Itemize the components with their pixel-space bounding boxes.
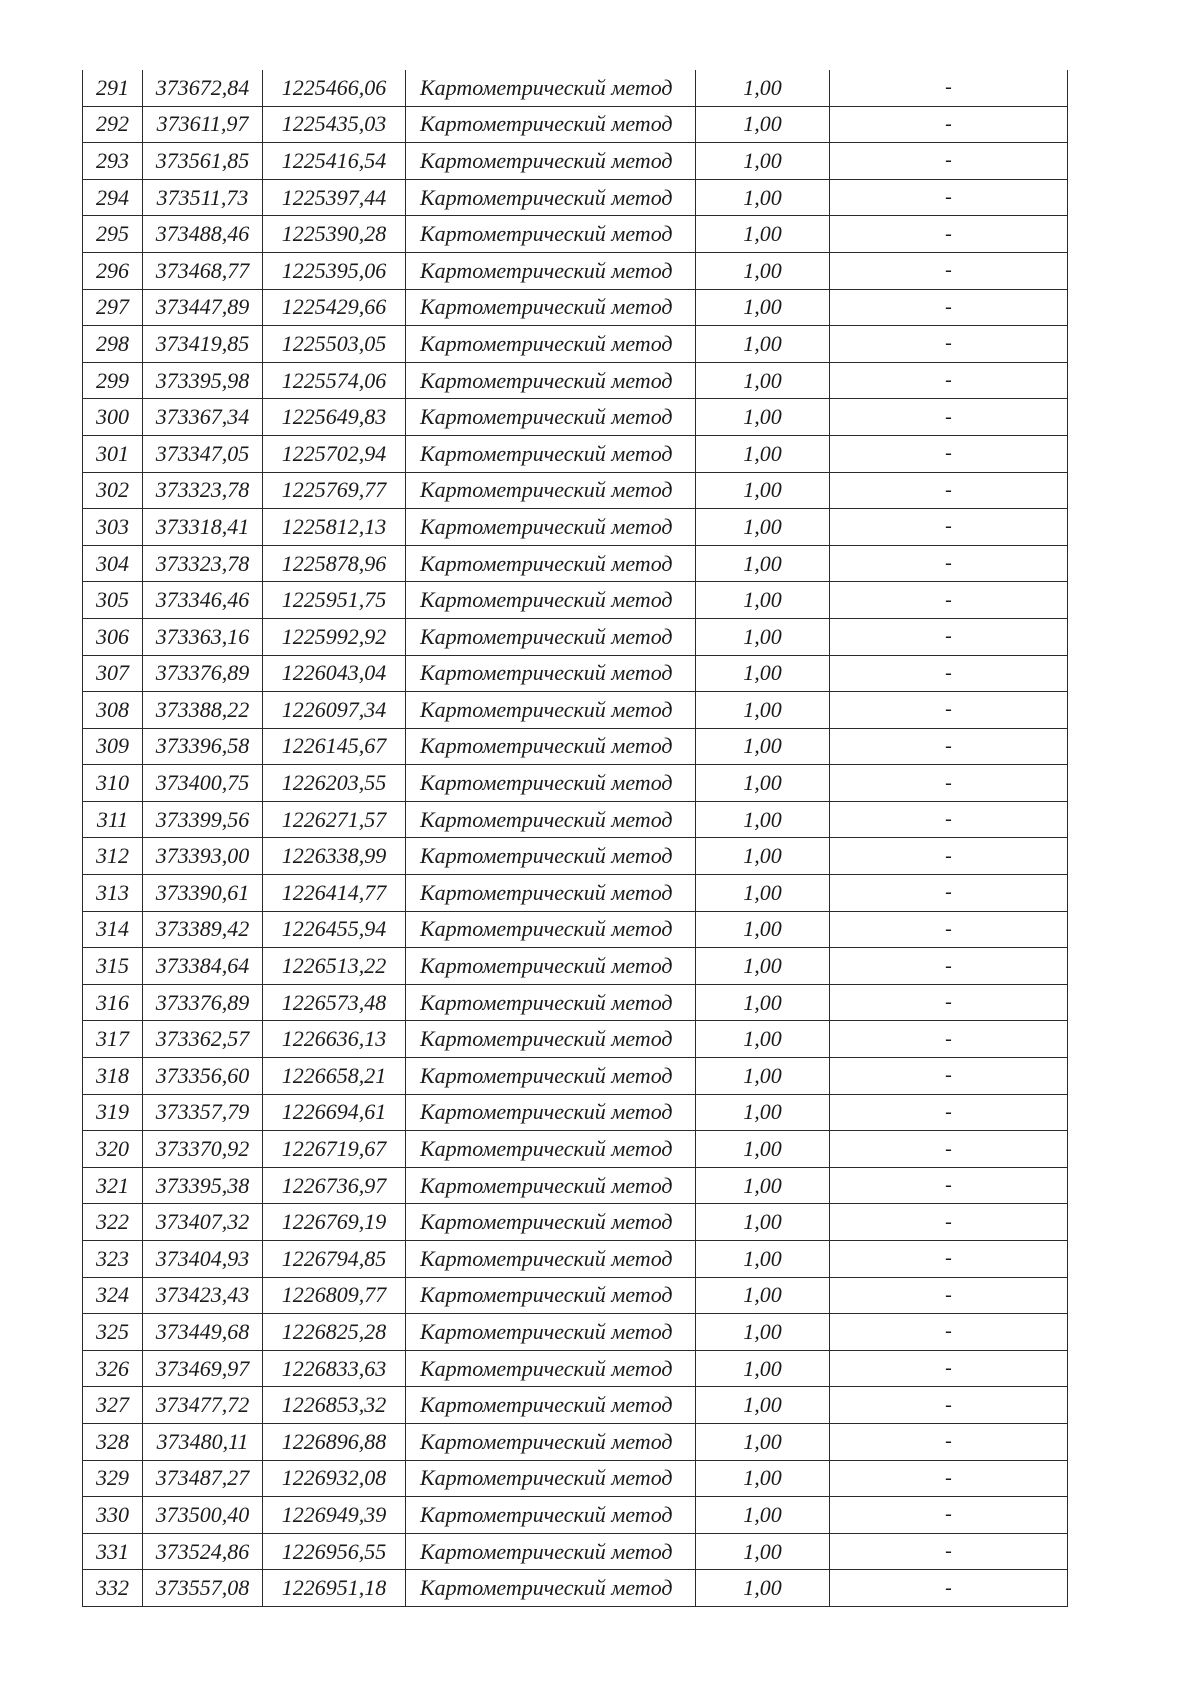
method-cell: Картометрический метод [406,472,696,509]
point-number-cell: 295 [83,216,143,253]
method-cell: Картометрический метод [406,509,696,546]
table-row [83,1423,1068,1460]
x-coordinate-cell: 373346,46 [143,582,263,619]
table-row [83,1460,1068,1497]
point-number-cell: 332 [83,1570,143,1607]
y-coordinate-cell: 1226956,55 [263,1533,406,1570]
y-coordinate-cell: 1225435,03 [263,106,406,143]
table-row [83,1533,1068,1570]
table-row [83,911,1068,948]
description-cell: - [830,1460,1068,1497]
method-cell: Картометрический метод [406,984,696,1021]
table-row [83,1497,1068,1534]
method-cell: Картометрический метод [406,948,696,985]
table-row [83,1241,1068,1278]
method-cell: Картометрический метод [406,655,696,692]
y-coordinate-cell: 1226658,21 [263,1058,406,1095]
description-cell: - [830,143,1068,180]
method-cell: Картометрический метод [406,1131,696,1168]
method-cell: Картометрический метод [406,1423,696,1460]
y-coordinate-cell: 1225992,92 [263,618,406,655]
description-cell: - [830,1021,1068,1058]
y-coordinate-cell: 1226853,32 [263,1387,406,1424]
x-coordinate-cell: 373404,93 [143,1241,263,1278]
point-number-cell: 328 [83,1423,143,1460]
y-coordinate-cell: 1226203,55 [263,765,406,802]
point-number-cell: 309 [83,728,143,765]
table-row [83,875,1068,912]
x-coordinate-cell: 373376,89 [143,655,263,692]
method-cell: Картометрический метод [406,326,696,363]
accuracy-cell: 1,00 [696,252,830,289]
method-cell: Картометрический метод [406,1058,696,1095]
accuracy-cell: 1,00 [696,1094,830,1131]
point-number-cell: 324 [83,1277,143,1314]
method-cell: Картометрический метод [406,289,696,326]
method-cell: Картометрический метод [406,765,696,802]
y-coordinate-cell: 1225951,75 [263,582,406,619]
table-row [83,692,1068,729]
description-cell: - [830,911,1068,948]
y-coordinate-cell: 1225397,44 [263,179,406,216]
table-row [83,252,1068,289]
description-cell: - [830,1387,1068,1424]
accuracy-cell: 1,00 [696,179,830,216]
description-cell: - [830,289,1068,326]
x-coordinate-cell: 373400,75 [143,765,263,802]
x-coordinate-cell: 373323,78 [143,545,263,582]
x-coordinate-cell: 373396,58 [143,728,263,765]
point-number-cell: 293 [83,143,143,180]
x-coordinate-cell: 373356,60 [143,1058,263,1095]
table-row [83,1131,1068,1168]
x-coordinate-cell: 373407,32 [143,1204,263,1241]
method-cell: Картометрический метод [406,1094,696,1131]
method-cell: Картометрический метод [406,582,696,619]
x-coordinate-cell: 373388,22 [143,692,263,729]
table-row [83,1277,1068,1314]
y-coordinate-cell: 1225649,83 [263,399,406,436]
x-coordinate-cell: 373363,16 [143,618,263,655]
x-coordinate-cell: 373393,00 [143,838,263,875]
description-cell: - [830,435,1068,472]
accuracy-cell: 1,00 [696,1241,830,1278]
x-coordinate-cell: 373468,77 [143,252,263,289]
point-number-cell: 322 [83,1204,143,1241]
y-coordinate-cell: 1226736,97 [263,1167,406,1204]
description-cell: - [830,1277,1068,1314]
y-coordinate-cell: 1225812,13 [263,509,406,546]
y-coordinate-cell: 1225878,96 [263,545,406,582]
x-coordinate-cell: 373395,98 [143,362,263,399]
table-row [83,728,1068,765]
method-cell: Картометрический метод [406,70,696,106]
x-coordinate-cell: 373487,27 [143,1460,263,1497]
accuracy-cell: 1,00 [696,326,830,363]
y-coordinate-cell: 1226769,19 [263,1204,406,1241]
method-cell: Картометрический метод [406,252,696,289]
accuracy-cell: 1,00 [696,582,830,619]
x-coordinate-cell: 373318,41 [143,509,263,546]
point-number-cell: 308 [83,692,143,729]
accuracy-cell: 1,00 [696,875,830,912]
method-cell: Картометрический метод [406,875,696,912]
y-coordinate-cell: 1225390,28 [263,216,406,253]
table-row [83,1387,1068,1424]
y-coordinate-cell: 1226513,22 [263,948,406,985]
method-cell: Картометрический метод [406,106,696,143]
description-cell: - [830,179,1068,216]
description-cell: - [830,1241,1068,1278]
accuracy-cell: 1,00 [696,1570,830,1607]
accuracy-cell: 1,00 [696,399,830,436]
coordinates-table [82,70,1068,1607]
x-coordinate-cell: 373395,38 [143,1167,263,1204]
point-number-cell: 317 [83,1021,143,1058]
table-row [83,582,1068,619]
x-coordinate-cell: 373389,42 [143,911,263,948]
table-row [83,838,1068,875]
accuracy-cell: 1,00 [696,545,830,582]
x-coordinate-cell: 373477,72 [143,1387,263,1424]
description-cell: - [830,655,1068,692]
description-cell: - [830,801,1068,838]
y-coordinate-cell: 1225429,66 [263,289,406,326]
description-cell: - [830,1058,1068,1095]
y-coordinate-cell: 1226694,61 [263,1094,406,1131]
accuracy-cell: 1,00 [696,1021,830,1058]
y-coordinate-cell: 1226636,13 [263,1021,406,1058]
description-cell: - [830,582,1068,619]
table-row [83,326,1068,363]
description-cell: - [830,728,1068,765]
y-coordinate-cell: 1226932,08 [263,1460,406,1497]
accuracy-cell: 1,00 [696,143,830,180]
accuracy-cell: 1,00 [696,1460,830,1497]
table-row [83,362,1068,399]
table-row [83,545,1068,582]
accuracy-cell: 1,00 [696,984,830,1021]
description-cell: - [830,472,1068,509]
method-cell: Картометрический метод [406,618,696,655]
method-cell: Картометрический метод [406,545,696,582]
y-coordinate-cell: 1226951,18 [263,1570,406,1607]
table-row [83,1021,1068,1058]
description-cell: - [830,984,1068,1021]
point-number-cell: 331 [83,1533,143,1570]
accuracy-cell: 1,00 [696,618,830,655]
point-number-cell: 300 [83,399,143,436]
table-row [83,1204,1068,1241]
accuracy-cell: 1,00 [696,1204,830,1241]
y-coordinate-cell: 1226271,57 [263,801,406,838]
x-coordinate-cell: 373469,97 [143,1350,263,1387]
description-cell: - [830,838,1068,875]
point-number-cell: 297 [83,289,143,326]
y-coordinate-cell: 1226455,94 [263,911,406,948]
y-coordinate-cell: 1225395,06 [263,252,406,289]
x-coordinate-cell: 373488,46 [143,216,263,253]
x-coordinate-cell: 373500,40 [143,1497,263,1534]
y-coordinate-cell: 1226338,99 [263,838,406,875]
y-coordinate-cell: 1226414,77 [263,875,406,912]
accuracy-cell: 1,00 [696,1131,830,1168]
accuracy-cell: 1,00 [696,911,830,948]
table-row [83,289,1068,326]
method-cell: Картометрический метод [406,1167,696,1204]
method-cell: Картометрический метод [406,1241,696,1278]
description-cell: - [830,618,1068,655]
description-cell: - [830,875,1068,912]
x-coordinate-cell: 373561,85 [143,143,263,180]
description-cell: - [830,252,1068,289]
accuracy-cell: 1,00 [696,948,830,985]
description-cell: - [830,765,1068,802]
table-row [83,1094,1068,1131]
point-number-cell: 319 [83,1094,143,1131]
point-number-cell: 312 [83,838,143,875]
description-cell: - [830,545,1068,582]
point-number-cell: 292 [83,106,143,143]
method-cell: Картометрический метод [406,1350,696,1387]
description-cell: - [830,1094,1068,1131]
x-coordinate-cell: 373399,56 [143,801,263,838]
point-number-cell: 330 [83,1497,143,1534]
point-number-cell: 329 [83,1460,143,1497]
point-number-cell: 314 [83,911,143,948]
description-cell: - [830,1423,1068,1460]
method-cell: Картометрический метод [406,1570,696,1607]
method-cell: Картометрический метод [406,362,696,399]
table-row [83,472,1068,509]
accuracy-cell: 1,00 [696,472,830,509]
x-coordinate-cell: 373672,84 [143,70,263,106]
x-coordinate-cell: 373423,43 [143,1277,263,1314]
method-cell: Картометрический метод [406,1314,696,1351]
point-number-cell: 310 [83,765,143,802]
x-coordinate-cell: 373449,68 [143,1314,263,1351]
description-cell: - [830,692,1068,729]
accuracy-cell: 1,00 [696,1387,830,1424]
table-row [83,179,1068,216]
accuracy-cell: 1,00 [696,1497,830,1534]
table-row [83,143,1068,180]
method-cell: Картометрический метод [406,801,696,838]
x-coordinate-cell: 373511,73 [143,179,263,216]
description-cell: - [830,1204,1068,1241]
x-coordinate-cell: 373524,86 [143,1533,263,1570]
table-row [83,435,1068,472]
accuracy-cell: 1,00 [696,1058,830,1095]
description-cell: - [830,326,1068,363]
x-coordinate-cell: 373376,89 [143,984,263,1021]
x-coordinate-cell: 373419,85 [143,326,263,363]
point-number-cell: 318 [83,1058,143,1095]
method-cell: Картометрический метод [406,1277,696,1314]
description-cell: - [830,948,1068,985]
accuracy-cell: 1,00 [696,765,830,802]
point-number-cell: 303 [83,509,143,546]
description-cell: - [830,1314,1068,1351]
method-cell: Картометрический метод [406,1460,696,1497]
coordinates-table-body [83,70,1068,1606]
point-number-cell: 315 [83,948,143,985]
method-cell: Картометрический метод [406,728,696,765]
method-cell: Картометрический метод [406,1387,696,1424]
description-cell: - [830,1131,1068,1168]
y-coordinate-cell: 1226833,63 [263,1350,406,1387]
accuracy-cell: 1,00 [696,801,830,838]
accuracy-cell: 1,00 [696,1167,830,1204]
point-number-cell: 306 [83,618,143,655]
x-coordinate-cell: 373347,05 [143,435,263,472]
x-coordinate-cell: 373390,61 [143,875,263,912]
x-coordinate-cell: 373367,34 [143,399,263,436]
method-cell: Картометрический метод [406,1533,696,1570]
table-row [83,765,1068,802]
y-coordinate-cell: 1226896,88 [263,1423,406,1460]
point-number-cell: 316 [83,984,143,1021]
point-number-cell: 301 [83,435,143,472]
point-number-cell: 325 [83,1314,143,1351]
x-coordinate-cell: 373370,92 [143,1131,263,1168]
method-cell: Картометрический метод [406,692,696,729]
point-number-cell: 299 [83,362,143,399]
accuracy-cell: 1,00 [696,289,830,326]
y-coordinate-cell: 1225769,77 [263,472,406,509]
point-number-cell: 294 [83,179,143,216]
y-coordinate-cell: 1226794,85 [263,1241,406,1278]
table-row [83,1167,1068,1204]
x-coordinate-cell: 373323,78 [143,472,263,509]
accuracy-cell: 1,00 [696,435,830,472]
method-cell: Картометрический метод [406,1497,696,1534]
y-coordinate-cell: 1225503,05 [263,326,406,363]
x-coordinate-cell: 373611,97 [143,106,263,143]
accuracy-cell: 1,00 [696,70,830,106]
point-number-cell: 327 [83,1387,143,1424]
y-coordinate-cell: 1226097,34 [263,692,406,729]
table-row [83,399,1068,436]
y-coordinate-cell: 1226719,67 [263,1131,406,1168]
accuracy-cell: 1,00 [696,509,830,546]
accuracy-cell: 1,00 [696,655,830,692]
y-coordinate-cell: 1226949,39 [263,1497,406,1534]
x-coordinate-cell: 373357,79 [143,1094,263,1131]
point-number-cell: 307 [83,655,143,692]
point-number-cell: 296 [83,252,143,289]
table-row [83,655,1068,692]
y-coordinate-cell: 1226573,48 [263,984,406,1021]
method-cell: Картометрический метод [406,1204,696,1241]
table-row [83,1058,1068,1095]
description-cell: - [830,216,1068,253]
x-coordinate-cell: 373447,89 [143,289,263,326]
point-number-cell: 291 [83,70,143,106]
method-cell: Картометрический метод [406,838,696,875]
description-cell: - [830,106,1068,143]
method-cell: Картометрический метод [406,399,696,436]
x-coordinate-cell: 373480,11 [143,1423,263,1460]
point-number-cell: 304 [83,545,143,582]
y-coordinate-cell: 1226809,77 [263,1277,406,1314]
y-coordinate-cell: 1225574,06 [263,362,406,399]
description-cell: - [830,1350,1068,1387]
table-row [83,1314,1068,1351]
table-row [83,509,1068,546]
table-row [83,801,1068,838]
y-coordinate-cell: 1226145,67 [263,728,406,765]
method-cell: Картометрический метод [406,435,696,472]
description-cell: - [830,1497,1068,1534]
table-row [83,948,1068,985]
accuracy-cell: 1,00 [696,1533,830,1570]
accuracy-cell: 1,00 [696,1277,830,1314]
y-coordinate-cell: 1226043,04 [263,655,406,692]
point-number-cell: 320 [83,1131,143,1168]
point-number-cell: 326 [83,1350,143,1387]
table-row [83,106,1068,143]
table-row [83,1350,1068,1387]
point-number-cell: 305 [83,582,143,619]
x-coordinate-cell: 373362,57 [143,1021,263,1058]
y-coordinate-cell: 1225416,54 [263,143,406,180]
method-cell: Картометрический метод [406,1021,696,1058]
accuracy-cell: 1,00 [696,1350,830,1387]
table-row [83,984,1068,1021]
accuracy-cell: 1,00 [696,1314,830,1351]
accuracy-cell: 1,00 [696,216,830,253]
point-number-cell: 298 [83,326,143,363]
x-coordinate-cell: 373557,08 [143,1570,263,1607]
accuracy-cell: 1,00 [696,1423,830,1460]
description-cell: - [830,70,1068,106]
table-row [83,70,1068,106]
method-cell: Картометрический метод [406,216,696,253]
accuracy-cell: 1,00 [696,728,830,765]
method-cell: Картометрический метод [406,911,696,948]
description-cell: - [830,1570,1068,1607]
method-cell: Картометрический метод [406,143,696,180]
table-row [83,618,1068,655]
y-coordinate-cell: 1226825,28 [263,1314,406,1351]
point-number-cell: 311 [83,801,143,838]
accuracy-cell: 1,00 [696,838,830,875]
table-row [83,1570,1068,1607]
point-number-cell: 313 [83,875,143,912]
description-cell: - [830,362,1068,399]
table-row [83,216,1068,253]
description-cell: - [830,1167,1068,1204]
accuracy-cell: 1,00 [696,106,830,143]
x-coordinate-cell: 373384,64 [143,948,263,985]
accuracy-cell: 1,00 [696,692,830,729]
point-number-cell: 302 [83,472,143,509]
description-cell: - [830,509,1068,546]
y-coordinate-cell: 1225466,06 [263,70,406,106]
description-cell: - [830,1533,1068,1570]
description-cell: - [830,399,1068,436]
point-number-cell: 323 [83,1241,143,1278]
accuracy-cell: 1,00 [696,362,830,399]
method-cell: Картометрический метод [406,179,696,216]
y-coordinate-cell: 1225702,94 [263,435,406,472]
point-number-cell: 321 [83,1167,143,1204]
